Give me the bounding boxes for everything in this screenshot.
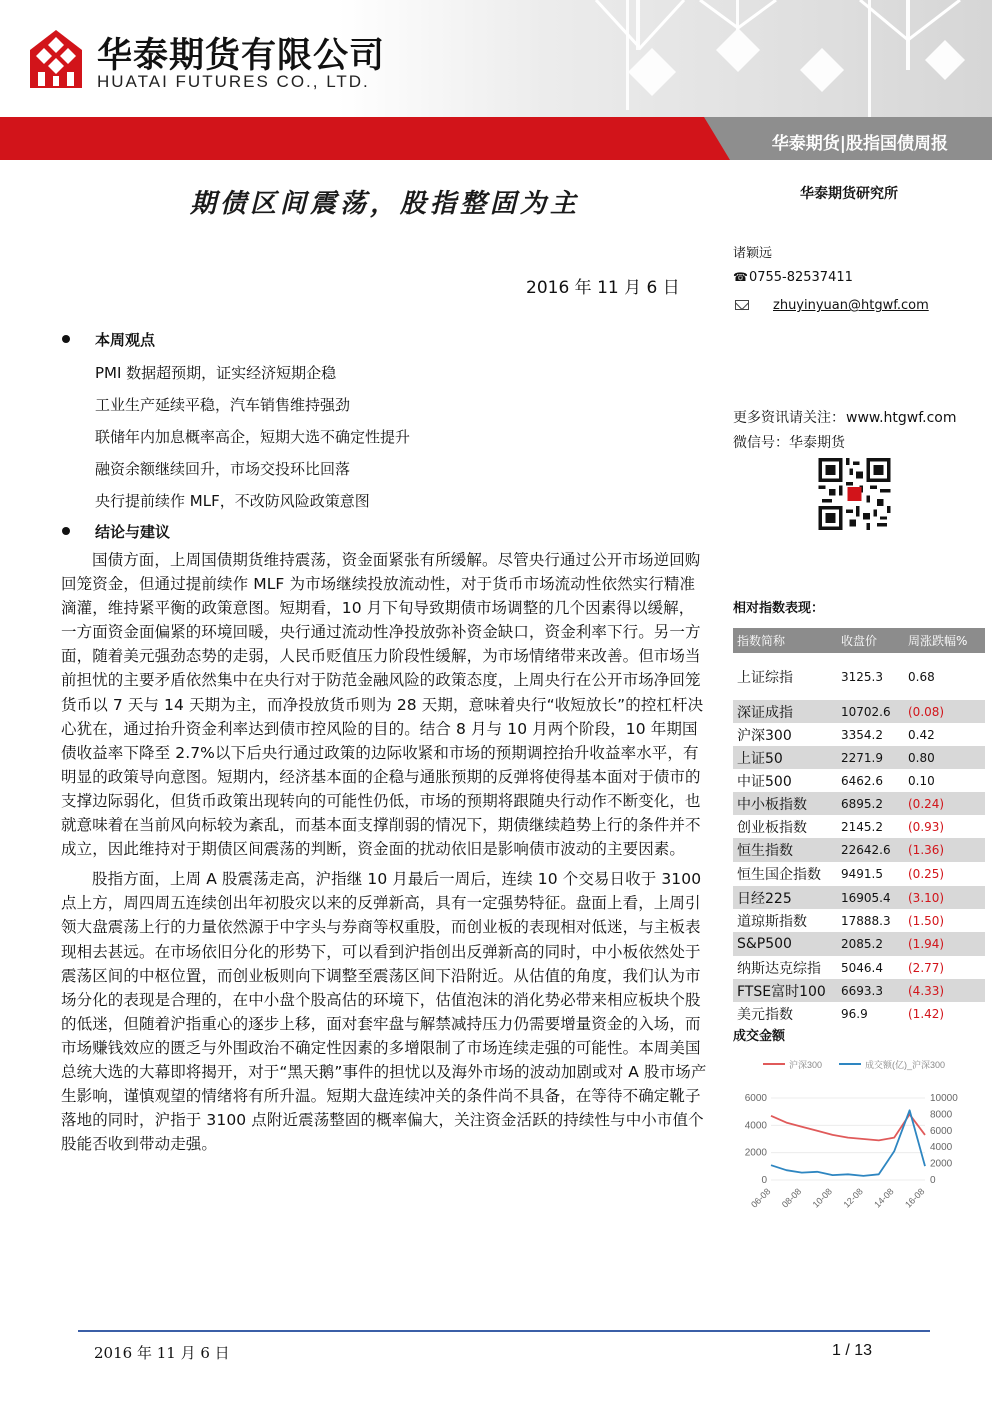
- report-date: 2016 年 11 月 6 日: [526, 278, 680, 298]
- more-info-label: 更多资讯请关注：: [733, 410, 845, 426]
- table-row: [733, 838, 985, 862]
- series-line: [771, 1114, 925, 1140]
- website-link[interactable]: www.htgwf.com: [846, 410, 957, 426]
- document-title: 期债区间震荡，股指整固为主: [190, 189, 581, 219]
- table-row: [733, 1002, 985, 1026]
- index-close: 6462.6: [841, 773, 883, 788]
- header-name: 指数简称: [737, 634, 786, 648]
- index-name: 道琼斯指数: [737, 913, 807, 930]
- index-change: 0.10: [908, 773, 935, 788]
- index-name: 恒生指数: [737, 843, 793, 859]
- y-tick-label-left: 6000: [744, 1093, 767, 1104]
- index-name: 深证成指: [737, 704, 793, 721]
- index-change: (3.10): [908, 890, 945, 905]
- conclusion-body: [61, 548, 709, 1162]
- index-close: 16905.4: [841, 890, 891, 905]
- index-close: 3354.2: [841, 727, 883, 742]
- index-name: 创业板指数: [737, 819, 807, 836]
- table-row: [733, 723, 985, 746]
- relative-index-title: 相对指数表现：: [733, 601, 825, 616]
- author-name: 诸颖远: [733, 246, 773, 261]
- table-row: [733, 979, 985, 1002]
- series-line: [771, 1110, 925, 1176]
- view-item: 联储年内加息概率高企，短期大选不确定性提升: [95, 428, 411, 446]
- paragraph-equities: 股指方面，上周 A 股震荡走高，沪指继 10 月最后一周后，连续 10 个交易日收于 3100 点上方，周四周五连续创出年初股灾以来的反弹新高，具有一定强势特征。盘面上看，上周引领大盘震荡上行的力量依然源于中字头与券商等权重股，而创业板的表现相对低迷，与主板表现相去甚远。在市场依旧分化的形势下，可以看到沪指创出反弹新高的同时，中小板依然处于震荡区间的中枢位置，而创业板则向下调整至震荡区间下沿附近。从估值的角度，我们认为市场分化的表现是合理的，在中小盘个股高估的环境下，估值泡沫的消化势必带来相应板块个股的低迷，但随着沪指重心的逐步上移，面对套牢盘与解禁减持压力仍需要增量资金的入场，而市场赚钱效应的匮乏与外围政治不确定性因素的多增限制了市场连续走强的可能性。本周美国总统大选的大幕即将揭开，对于“黑天鹅”事件的担忧以及海外市场的波动加剧或对 A 股市场产生影响，谨慎观望的情绪将有所升温。短期大盘连续冲关的条件尚不具备，在等待不确定靴子落地的同时，沪指于 3100 点附近震荡整固的概率偏大，关注资金活跃的持续性与中小市值个股能否收到带动走强。: [61, 870, 707, 1154]
- index-close: 10702.6: [841, 704, 891, 719]
- index-name: S&P500: [737, 936, 792, 952]
- legend-label: 成交额(亿)_沪深300: [865, 1060, 946, 1070]
- index-close: 22642.6: [841, 843, 891, 857]
- view-item: 央行提前续作 MLF，不改防风险政策意图: [95, 492, 370, 510]
- table-row: [733, 886, 985, 909]
- y-tick-label-right: 8000: [930, 1109, 953, 1121]
- table-body: [733, 653, 985, 1026]
- x-tick-label: 12-08: [841, 1186, 865, 1210]
- y-tick-label-left: 2000: [744, 1147, 767, 1159]
- view-item: PMI 数据超预期，证实经济短期企稳: [95, 364, 337, 382]
- phone-icon: ☎: [733, 270, 748, 284]
- turnover-chart: [733, 1048, 987, 1223]
- index-name: 中小板指数: [737, 796, 807, 813]
- index-name: 纳斯达克综指: [737, 960, 821, 977]
- x-tick-label: 14-08: [872, 1186, 896, 1210]
- table-row: [733, 653, 985, 700]
- view-item: 工业生产延续平稳，汽车销售维持强劲: [95, 396, 351, 414]
- envelope-icon: [735, 300, 749, 310]
- index-close: 6693.3: [841, 983, 883, 998]
- phone-number: 0755-82537411: [748, 270, 853, 285]
- y-tick-label-right: 10000: [930, 1093, 958, 1104]
- y-tick-label-left: 4000: [744, 1120, 767, 1132]
- footer-date: 2016 年 11 月 6 日: [94, 1344, 230, 1362]
- views-heading: 本周观点: [95, 331, 156, 349]
- index-change: (0.25): [908, 867, 945, 881]
- y-tick-label-right: 4000: [930, 1142, 953, 1154]
- y-tick-label-right: 0: [930, 1175, 936, 1186]
- index-name: 恒生国企指数: [737, 867, 821, 883]
- legend-label: 沪深300: [789, 1060, 823, 1070]
- table-row: [733, 746, 985, 769]
- index-name: 沪深300: [737, 727, 792, 744]
- index-change: (4.33): [908, 983, 945, 998]
- x-tick-label: 10-08: [810, 1186, 835, 1210]
- table-header: [733, 628, 985, 653]
- bullet-icon: [62, 527, 70, 535]
- table-row: [733, 956, 985, 979]
- index-change: (0.24): [908, 796, 945, 811]
- table-row: [733, 909, 985, 932]
- index-close: 3125.3: [841, 669, 883, 684]
- header-close: 收盘价: [841, 634, 878, 648]
- table-row: [733, 932, 985, 956]
- index-name: 上证综指: [737, 669, 793, 686]
- y-tick-label-right: 2000: [930, 1158, 953, 1170]
- y-tick-label-right: 6000: [930, 1125, 953, 1137]
- index-change: (2.77): [908, 960, 945, 975]
- wechat-line: 微信号：华泰期货: [733, 435, 845, 451]
- email-link[interactable]: zhuyinyuan@htgwf.com: [773, 298, 929, 313]
- index-change: 0.80: [908, 750, 935, 765]
- index-name: 美元指数: [737, 1007, 793, 1023]
- index-change: (0.08): [908, 704, 945, 719]
- page-number: 1 / 13: [832, 1342, 873, 1359]
- x-tick-label: 06-08: [749, 1186, 773, 1210]
- x-tick-label: 08-08: [779, 1186, 804, 1210]
- qr-code-icon: [818, 458, 891, 530]
- conclusion-heading: 结论与建议: [95, 523, 171, 541]
- index-name: 上证50: [737, 750, 783, 767]
- index-close: 2271.9: [841, 750, 883, 765]
- paragraph-bonds: 国债方面，上周国债期货维持震荡，资金面紧张有所缓解。尽管央行通过公开市场逆回购回笼资金，但通过提前续作 MLF 为市场继续投放流动性，对于货币市场流动性依然实行精准滴灌，维持紧平衡的政策意图。短期看，10 月下旬导致期债市场调整的几个因素得以缓解，一方面资金面偏紧的环境回暖，央行通过流动性净投放弥补资金缺口，资金利率下行。另一方面，随着美元强劲态势的走弱，人民币贬值压力阶段性缓解，为市场情绪带来改善。但市场当前担忧的主要矛盾依然集中在央行对于防范金融风险的政策态度，上周央行在公开市场净回笼货币以 7 天与 14 天期为主，而净投放货币则为 28 天期，意味着央行“收短放长”的控杠杆决心犹在，通过抬升资金利率达到债市控风险的目的。结合 8 月与 10 月两个阶段，10 年期国债收益率下降至 2.7%以下后央行通过政策的边际收紧和市场的预期调控抬升收益率水平，有明显的政策导向意图。短期内，经济基本面的企稳与通胀预期的反弹将使得基本面对于债市的支撑边际弱化，但货币政策出现转向的可能性仍低，市场的预期将跟随央行动作不断变化，也就意味着在当前风向标较为紊乱，而基本面支撑削弱的情况下，期债继续趋势上行的条件并不成立，因此维持对于期债区间震荡的判断，资金面的扰动依旧是影响债市波动的主要因素。: [61, 551, 704, 859]
- index-change: 0.68: [908, 669, 935, 684]
- index-close: 2085.2: [841, 937, 883, 951]
- index-change: 0.42: [908, 727, 935, 742]
- bullet-icon: [62, 335, 70, 343]
- huatai-logo-icon: [28, 28, 84, 90]
- institute-name: 华泰期货研究所: [800, 186, 898, 202]
- index-name: 中证500: [737, 773, 792, 790]
- index-change: (1.36): [908, 843, 945, 857]
- index-change: (0.93): [908, 819, 945, 834]
- index-close: 2145.2: [841, 819, 883, 834]
- index-close: 5046.4: [841, 960, 883, 975]
- page-header: [0, 0, 992, 160]
- index-close: 9491.5: [841, 867, 883, 881]
- index-change: (1.50): [908, 913, 945, 928]
- company-name-en: HUATAI FUTURES CO., LTD.: [97, 72, 370, 91]
- more-info-line: [733, 407, 956, 427]
- y-tick-label-left: 0: [761, 1175, 767, 1186]
- turnover-title: 成交金额: [733, 1029, 786, 1044]
- index-change: (1.42): [908, 1007, 945, 1021]
- index-table: [733, 628, 985, 1026]
- table-row: [733, 700, 985, 723]
- phone-line: [733, 270, 853, 285]
- header-change: 周涨跌幅%: [908, 634, 968, 648]
- x-tick-label: 16-08: [903, 1186, 927, 1210]
- view-item: 融资余额继续回升，市场交投环比回落: [95, 460, 351, 478]
- table-row: [733, 792, 985, 815]
- table-row: [733, 769, 985, 792]
- index-name: 日经225: [737, 890, 792, 907]
- table-row: [733, 862, 985, 886]
- index-close: 96.9: [841, 1007, 868, 1021]
- index-name: FTSE富时100: [737, 983, 826, 1000]
- report-name: 华泰期货|股指国债周报: [771, 134, 948, 154]
- table-row: [733, 815, 985, 838]
- index-close: 6895.2: [841, 796, 883, 811]
- index-close: 17888.3: [841, 913, 891, 928]
- company-name-cn: 华泰期货有限公司: [97, 36, 386, 76]
- footer-divider: [78, 1330, 930, 1332]
- index-change: (1.94): [908, 937, 945, 951]
